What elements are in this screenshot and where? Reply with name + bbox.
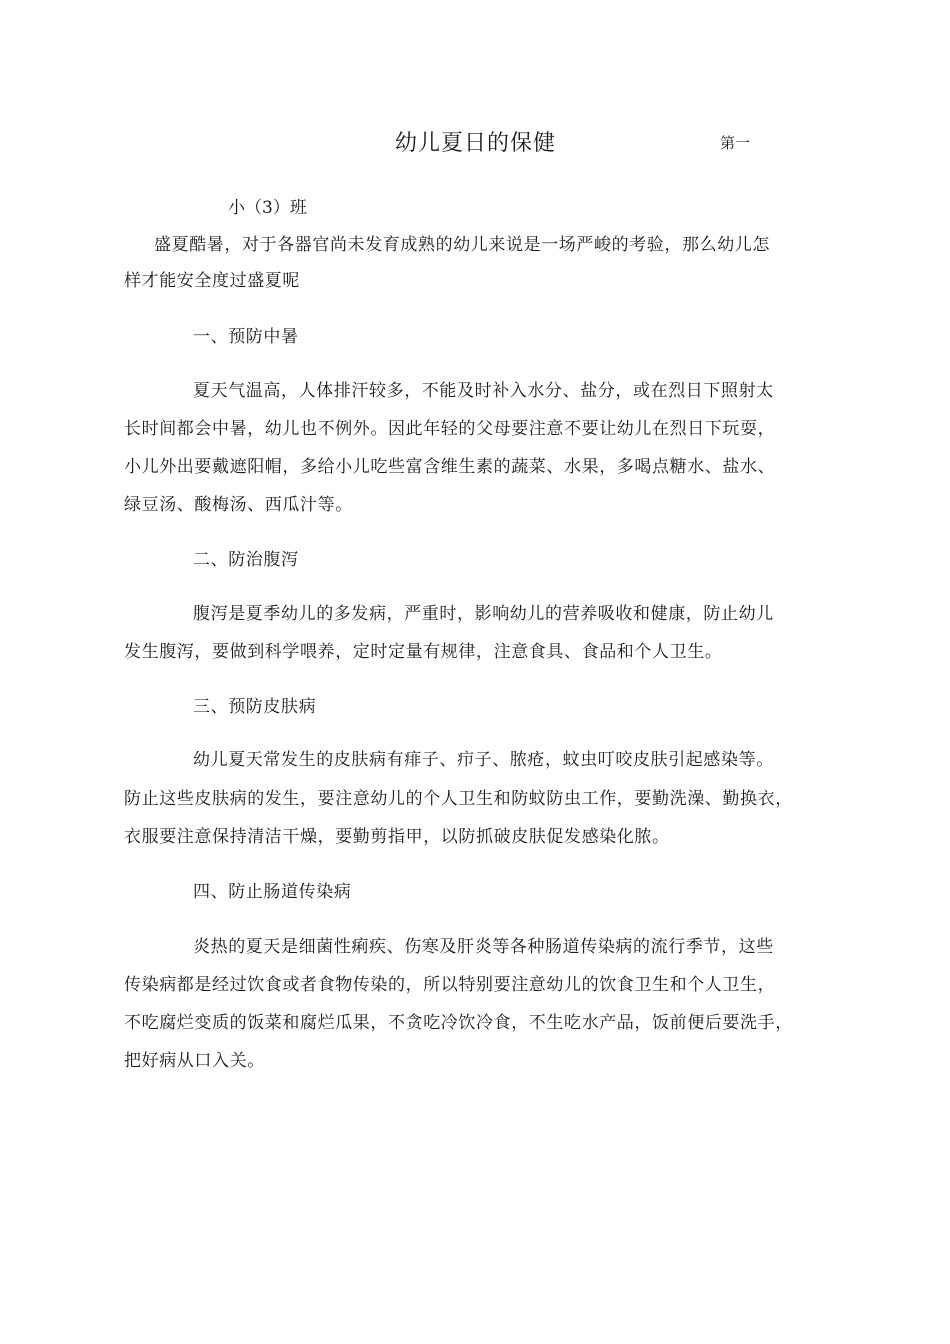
paragraph-line: 防止这些皮肤病的发生，要注意幼儿的个人卫生和防蚊防虫工作，要勤洗澡、勤换衣， [124, 789, 793, 809]
section-heading: 四、防止肠道传染病 [193, 882, 352, 902]
paragraph-line: 炎热的夏天是细菌性痢疾、伤寒及肝炎等各种肠道传染病的流行季节，这些 [193, 937, 774, 957]
intro-line: 盛夏酷暑，对于各器官尚未发育成熟的幼儿来说是一场严峻的考验，那么幼儿怎 [154, 235, 770, 255]
paragraph-line: 发生腹泻，要做到科学喂养，定时定量有规律，注意食具、食品和个人卫生。 [124, 642, 723, 662]
paragraph-line: 腹泻是夏季幼儿的多发病，严重时，影响幼儿的营养吸收和健康，防止幼儿 [193, 604, 774, 624]
paragraph-line: 把好病从口入关。 [124, 1051, 265, 1071]
paragraph-line: 幼儿夏天常发生的皮肤病有痱子、疖子、脓疮，蚊虫叮咬皮肤引起感染等。 [193, 750, 774, 770]
paragraph-line: 传染病都是经过饮食或者食物传染的，所以特别要注意幼儿的饮食卫生和个人卫生， [124, 975, 776, 995]
paragraph-line: 绿豆汤、酸梅汤、西瓜汁等。 [124, 495, 353, 515]
paragraph-line: 不吃腐烂变质的饭菜和腐烂瓜果，不贪吃冷饮冷食，不生吃水产品，饭前便后要洗手， [124, 1013, 793, 1033]
paragraph-line: 衣服要注意保持清洁干燥，要勤剪指甲，以防抓破皮肤促发感染化脓。 [124, 827, 670, 847]
document-title: 幼儿夏日的保健 [395, 131, 557, 156]
section-heading: 三、预防皮肤病 [193, 697, 317, 717]
section-heading: 一、预防中暑 [193, 327, 299, 347]
class-label: 小（3）班 [228, 198, 307, 218]
section-heading: 二、防治腹泻 [193, 550, 299, 570]
paragraph-line: 夏天气温高，人体排汗较多，不能及时补入水分、盐分，或在烈日下照射太 [193, 381, 774, 401]
corner-mark: 第一 [720, 134, 751, 152]
intro-line: 样才能安全度过盛夏呢 [124, 271, 300, 291]
paragraph-line: 小儿外出要戴遮阳帽，多给小儿吃些富含维生素的蔬菜、水果，多喝点糖水、盐水、 [124, 457, 776, 477]
paragraph-line: 长时间都会中暑，幼儿也不例外。因此年轻的父母要注意不要让幼儿在烈日下玩耍， [124, 419, 776, 439]
